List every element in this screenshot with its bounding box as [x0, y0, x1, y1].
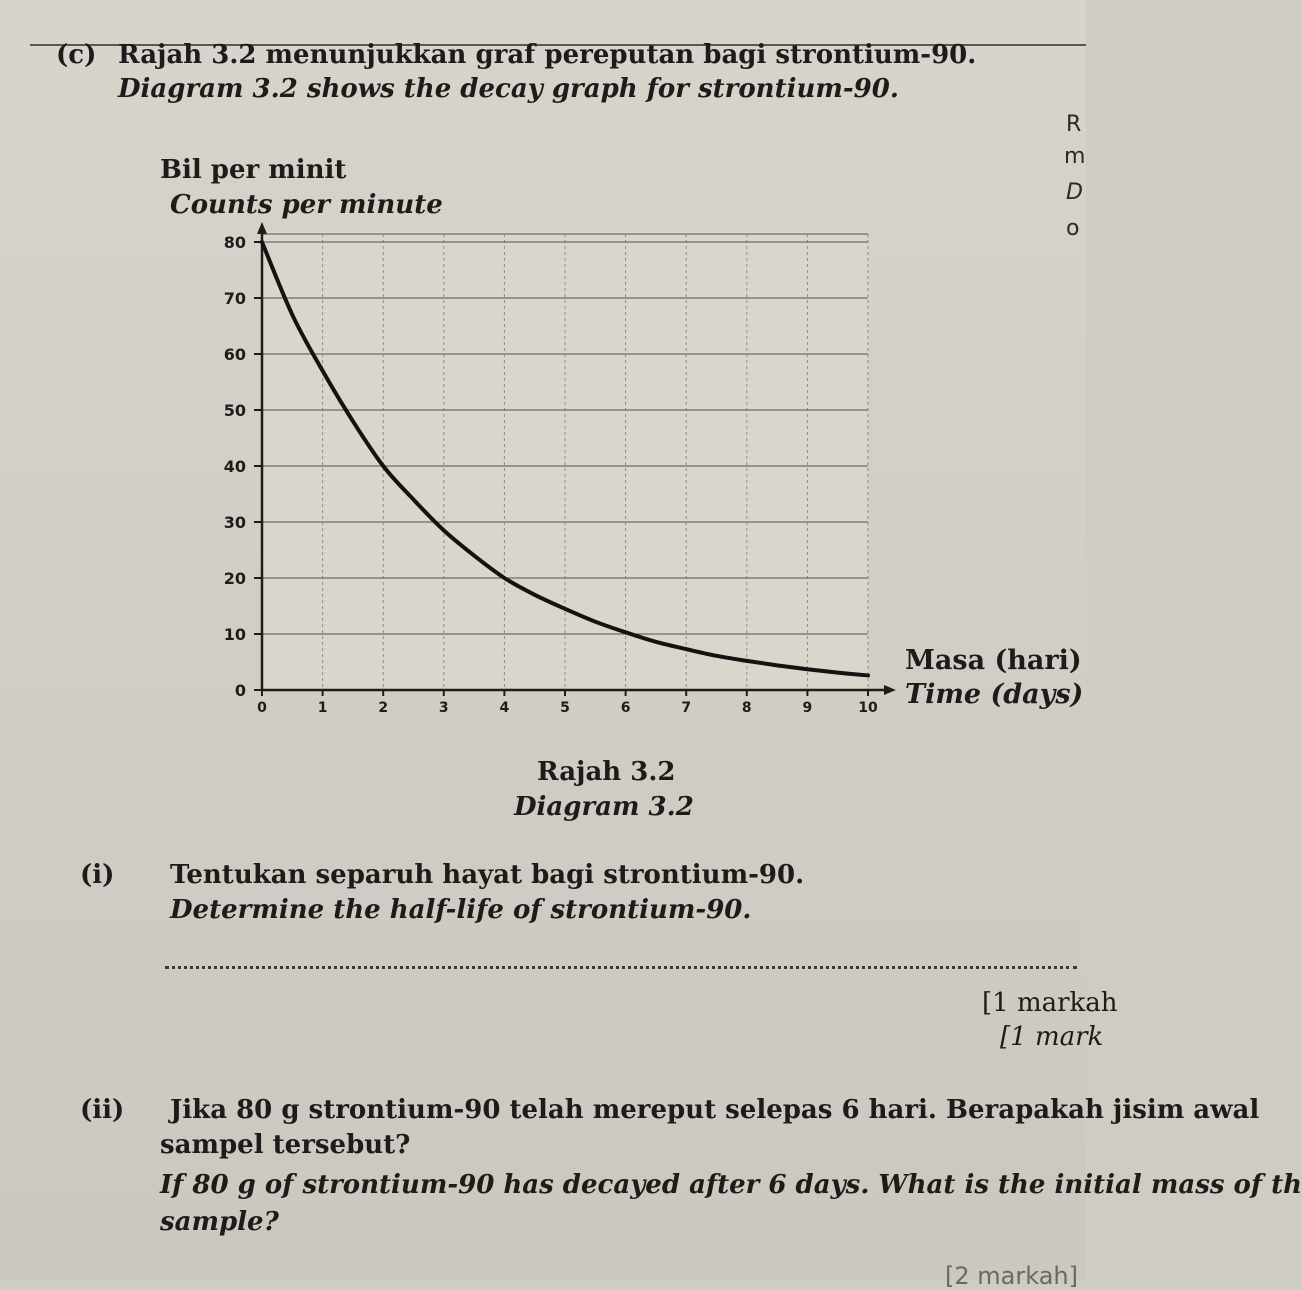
intro-malay: Rajah 3.2 menunjukkan graf pereputan bagi strontium-90. [118, 40, 977, 70]
y-tick-label: 0 [234, 681, 246, 700]
x-axis-title-english: Time (days) [905, 679, 1084, 710]
caption-english: Diagram 3.2 [514, 792, 694, 822]
edge-letter: m [1064, 144, 1086, 169]
y-tick-label: 20 [223, 569, 246, 588]
intro-english: Diagram 3.2 shows the decay graph for strontium-90. [118, 74, 899, 104]
y-axis-title-malay: Bil per minit [160, 155, 347, 185]
part-ii-malay-line-2: sampel tersebut? [160, 1130, 411, 1160]
y-axis-arrow [257, 222, 267, 234]
x-tick-label: 6 [620, 700, 631, 716]
answer-line[interactable] [165, 966, 1077, 969]
x-tick-label: 9 [802, 700, 813, 716]
part-i-english: Determine the half-life of strontium-90. [170, 895, 752, 925]
x-tick-label: 7 [681, 700, 692, 716]
part-ii-malay-line-1: Jika 80 g strontium-90 telah mereput selepas 6 hari. Berapakah jisim awal [170, 1095, 1260, 1125]
x-tick-label: 0 [257, 700, 267, 716]
part-ii-label: (ii) [80, 1095, 125, 1125]
y-tick-label: 10 [223, 625, 246, 644]
part-i-marks-malay: [1 markah [982, 988, 1118, 1018]
y-tick-label: 50 [223, 401, 246, 420]
x-tick-label: 1 [317, 700, 328, 716]
part-ii-english-line-2: sample? [160, 1207, 279, 1237]
x-axis-arrow [884, 685, 896, 695]
part-i-label: (i) [80, 860, 115, 890]
caption-malay: Rajah 3.2 [537, 757, 676, 787]
part-label: (c) [56, 40, 97, 70]
y-tick-label: 40 [223, 457, 246, 476]
part-ii-marks: [2 markah] [945, 1262, 1078, 1290]
x-tick-label: 4 [499, 700, 510, 716]
x-tick-label: 3 [438, 700, 449, 716]
y-tick-label: 30 [223, 513, 246, 532]
x-tick-label: 10 [858, 700, 878, 716]
y-tick-label: 60 [223, 345, 246, 364]
edge-letter: R [1066, 112, 1082, 137]
part-i-malay: Tentukan separuh hayat bagi strontium-90. [170, 860, 805, 890]
y-axis-title-english: Counts per minute [170, 190, 443, 220]
y-tick-label: 80 [223, 233, 246, 252]
y-tick-label: 70 [223, 289, 246, 308]
edge-letter: D [1066, 180, 1083, 205]
part-i-marks-english: [1 mark [1000, 1022, 1104, 1052]
x-axis-title-malay: Masa (hari) [905, 645, 1082, 676]
edge-letter: o [1066, 216, 1080, 241]
x-tick-label: 8 [741, 700, 752, 716]
part-ii-english-line-1: If 80 g of strontium-90 has decayed after 6 days. What is the initial mass of th [160, 1170, 1302, 1200]
x-tick-label: 2 [378, 700, 389, 716]
x-tick-label: 5 [560, 700, 570, 716]
